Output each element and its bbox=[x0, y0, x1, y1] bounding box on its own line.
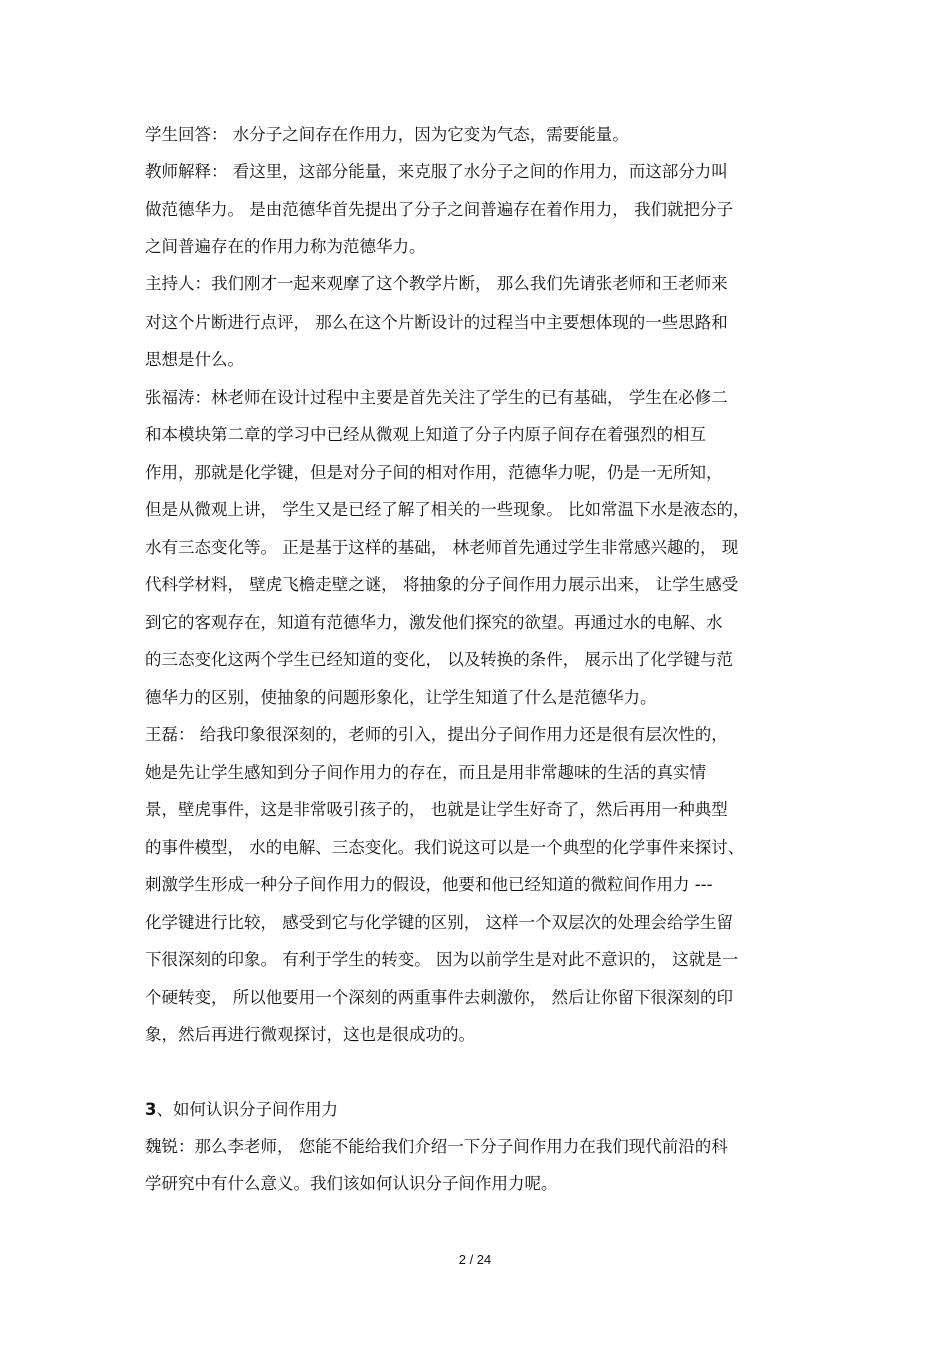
text-line: 但是从微观上讲， 学生又是已经了解了相关的一些现象。 比如常温下水是液态的， bbox=[145, 500, 750, 519]
text-line: 化学键进行比较， 感受到它与化学键的区别， 这样一个双层次的处理会给学生留 bbox=[145, 913, 733, 932]
text-line: 的事件模型， 水的电解、三态变化。我们说这可以是一个典型的化学事件来探讨、 bbox=[145, 838, 745, 857]
text-line: 王磊： 给我印象很深刻的，老师的引入，提出分子间作用力还是很有层次性的， bbox=[145, 725, 728, 744]
text-line: 魏锐：那么李老师， 您能不能给我们介绍一下分子间作用力在我们现代前沿的科 bbox=[145, 1137, 728, 1156]
text-line: 之间普遍存在的作用力称为范德华力。 bbox=[145, 237, 426, 256]
text-line: 水有三态变化等。 正是基于这样的基础， 林老师首先通过学生非常感兴趣的， 现 bbox=[145, 538, 739, 557]
text-line: 德华力的区别，使抽象的问题形象化，让学生知道了什么是范德华力。 bbox=[145, 688, 657, 707]
section-number: 3 bbox=[145, 1100, 157, 1119]
text-line: 到它的客观存在，知道有范德华力，激发他们探究的欲望。再通过水的电解、水 bbox=[145, 613, 723, 632]
text-line: 和本模块第二章的学习中已经从微观上知道了分子内原子间存在着强烈的相互 bbox=[145, 425, 706, 444]
text-line: 景，壁虎事件，这是非常吸引孩子的， 也就是让学生好奇了，然后再用一种典型 bbox=[145, 800, 728, 819]
text-line: 下很深刻的印象。 有利于学生的转变。 因为以前学生是对此不意识的， 这就是一 bbox=[145, 950, 739, 969]
text-line: 做范德华力。 是由范德华首先提出了分子之间普遍存在着作用力， 我们就把分子 bbox=[145, 200, 733, 219]
text-line: 学研究中有什么意义。我们该如何认识分子间作用力呢。 bbox=[145, 1174, 558, 1193]
text-line: 教师解释： 看这里，这部分能量，来克服了水分子之间的作用力，而这部分力叫 bbox=[145, 162, 728, 181]
text-line: 作用，那就是化学键，但是对分子间的相对作用，范德华力呢，仍是一无所知， bbox=[145, 463, 723, 482]
text-line: 主持人：我们刚才一起来观摩了这个教学片断， 那么我们先请张老师和王老师来 bbox=[145, 274, 728, 293]
text-line: 个硬转变， 所以他要用一个深刻的两重事件去刺激你， 然后让你留下很深刻的印 bbox=[145, 988, 733, 1007]
text-line: 思想是什么。 bbox=[145, 350, 244, 369]
text-line: 代科学材料， 壁虎飞檐走壁之谜， 将抽象的分子间作用力展示出来， 让学生感受 bbox=[145, 575, 739, 594]
section-heading bbox=[145, 1095, 845, 1125]
text-line: 象，然后再进行微观探讨，这也是很成功的。 bbox=[145, 1025, 475, 1044]
text-line: 刺激学生形成一种分子间作用力的假设，他要和他已经知道的微粒间作用力 --- bbox=[145, 875, 713, 894]
text-line: 的三态变化这两个学生已经知道的变化， 以及转换的条件， 展示出了化学键与范 bbox=[145, 650, 733, 669]
page-number: 2 / 24 bbox=[458, 1252, 492, 1267]
text-line: 张福涛：林老师在设计过程中主要是首先关注了学生的已有基础， 学生在必修二 bbox=[145, 388, 728, 407]
text-line: 她是先让学生感知到分子间作用力的存在，而且是用非常趣味的生活的真实情 bbox=[145, 763, 706, 782]
text-line: 学生回答： 水分子之间存在作用力，因为它变为气态，需要能量。 bbox=[145, 125, 629, 144]
text-line: 对这个片断进行点评， 那么在这个片断设计的过程当中主要想体现的一些思路和 bbox=[145, 313, 728, 332]
section-title: 、如何认识分子间作用力 bbox=[156, 1100, 338, 1119]
